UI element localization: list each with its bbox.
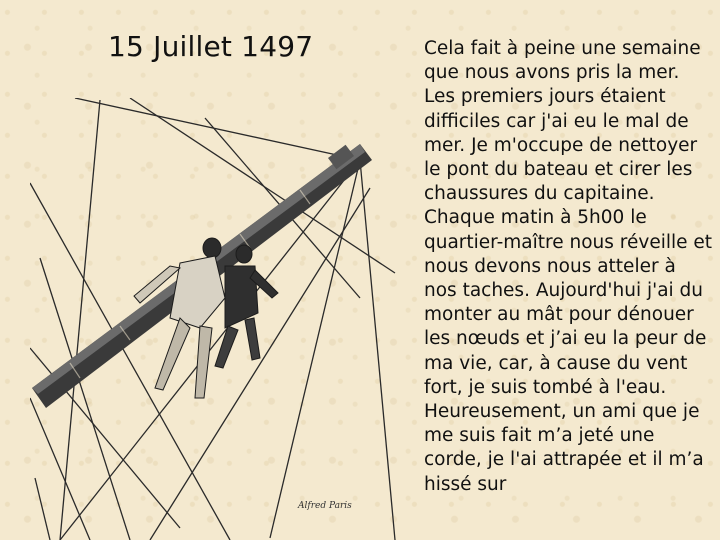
ship-mast-illustration: [30, 98, 400, 540]
artist-signature: Alfred Paris: [298, 501, 352, 511]
page-title: 15 Juillet 1497: [108, 30, 314, 63]
story-text: Cela fait à peine une semaine que nous avons pris la mer. Les premiers jours étaient difficiles car j'ai eu le mal de mer. Je m'occupe de nettoyer le pont du bateau et cirer les chaussures du capitaine. Chaque matin à 5h00 le quartier-maître nous réveille et nous devons nous atteler à nos taches. Aujourd'hui j'ai du monter au mât pour dénouer les nœuds et j’ai eu la peur de ma vie, car, à cause du vent fort, je suis tombé à l'eau. Heureusement, un ami que je me suis fait m’a jeté une corde, je l'ai attrapée et il m’a hissé sur: [424, 38, 713, 495]
